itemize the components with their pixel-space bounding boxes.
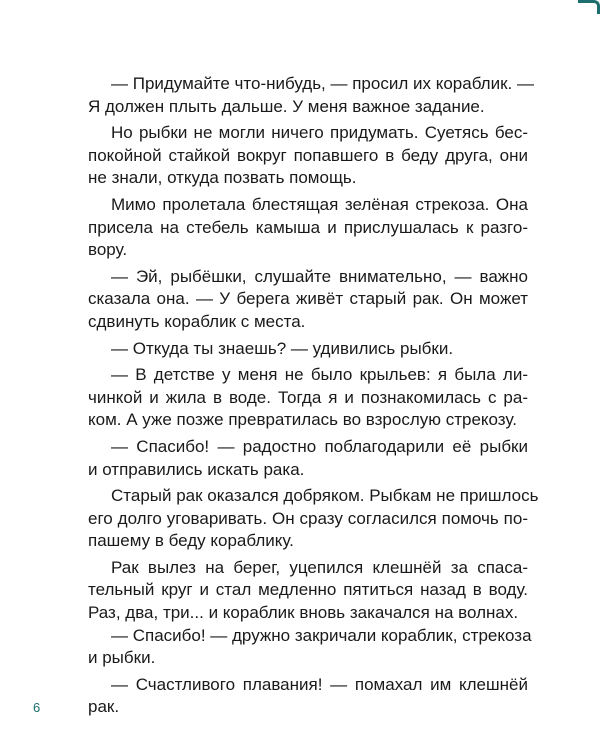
paragraph [88,436,528,481]
paragraph [88,485,539,553]
text-line: — В детстве у меня не было крыльев: я была ли- [111,365,528,385]
paragraph [88,625,532,670]
text-line: тельный круг и стал медленно пятиться назад в воду. [88,580,528,600]
text-line: Но рыбки не могли ничего придумать. Суетясь бес- [111,123,528,143]
text-line: рак. [88,697,120,717]
text-line: — Откуда ты знаешь? — удивились рыбки. [111,338,454,358]
paragraph [88,674,528,719]
paragraph [88,338,528,361]
paragraph [88,122,528,190]
text-line: Я должен плыть дальше. У меня важное задание. [88,96,485,116]
text-line: сказала она. — У берега живёт старый рак. Он может [88,289,528,309]
corner-decoration [578,0,600,14]
text-line: — Придумайте что-нибудь, — просил их кораблик. — [111,74,534,93]
text-line: вору. [88,240,128,260]
story-text [88,73,539,719]
text-line: Раз, два, три... и кораблик вновь закачался на волнах. [88,603,519,623]
paragraph [88,364,528,432]
text-line: Рак вылез на берег, уцепился клешнёй за спаса- [111,557,528,577]
text-line: не знали, откуда позвать помощь. [88,168,357,188]
text-line: Старый рак оказался добряком. Рыбкам не пришлось [111,486,539,506]
text-line: ком. А уже позже превратилась во взрослую стрекозу. [88,410,517,430]
text-line: — Спасибо! — дружно закричали кораблик, стрекоза [111,625,532,645]
paragraph [88,557,528,625]
text-line: его долго уговаривать. Он сразу согласился помочь по- [88,508,528,528]
page-number: 6 [33,700,41,715]
text-line: и рыбки. [88,648,156,668]
text-line: — Эй, рыбёшки, слушайте внимательно, — важно [111,266,528,286]
text-line: Мимо пролетала блестящая зелёная стрекоза. Она [111,194,528,214]
text-line: — Спасибо! — радостно поблагодарили её рыбки [111,436,528,456]
paragraph [88,73,534,118]
text-line: пашему в беду кораблику. [88,531,294,551]
text-line: покойной стайкой вокруг попавшего в беду друга, они [88,145,528,165]
text-line: — Счастливого плавания! — помахал им клешнёй [111,674,528,694]
text-line: сдвинуть кораблик с места. [88,311,306,331]
text-line: чинкой и жила в воде. Тогда я и познакомилась с ра- [88,387,528,407]
paragraph [88,266,528,334]
text-line: и отправились искать рака. [88,459,305,479]
text-line: присела на стебель камыша и прислушалась к разго- [88,217,528,237]
paragraph [88,194,528,262]
